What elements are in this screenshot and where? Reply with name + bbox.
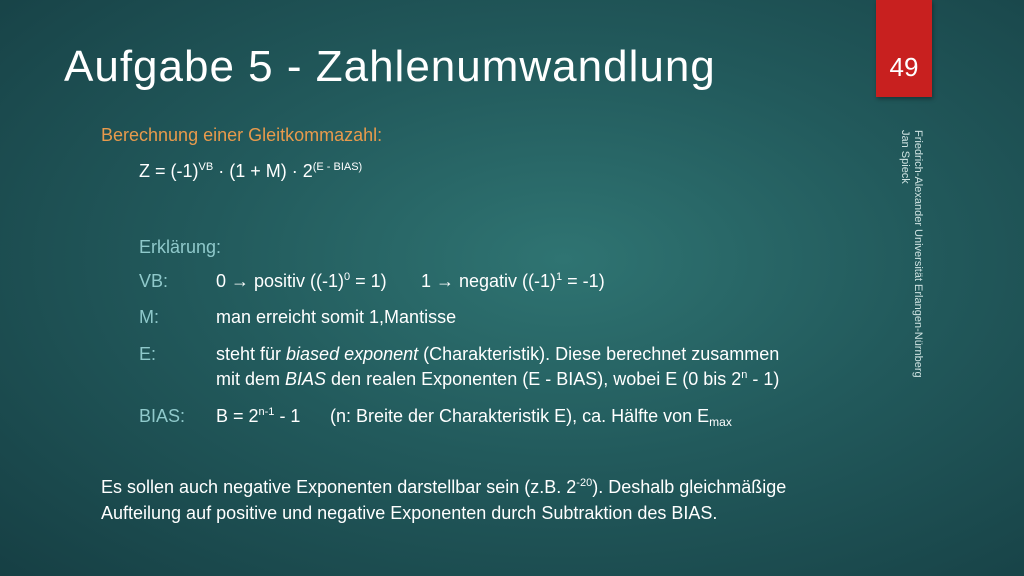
definition-bias bbox=[139, 405, 899, 429]
definition-e bbox=[139, 343, 899, 393]
page-number: 49 bbox=[889, 52, 919, 82]
page-number-tab bbox=[876, 0, 932, 97]
university-name: Friedrich-Alexander Universität Erlangen-Nürnberg bbox=[912, 130, 924, 378]
footer-line-2: Aufteilung auf positive und negative Exponenten durch Subtraktion des BIAS. bbox=[101, 503, 718, 523]
formula: $Z = (-1)^{VB} \cdot (1 + M) \cdot 2^{(E - BIAS)}$ bbox=[139, 161, 363, 181]
definition-text: man erreicht somit 1,Mantisse bbox=[216, 307, 457, 327]
bias-formula: $B = 2^{n-1} - 1$ bbox=[216, 406, 301, 426]
definition-text: 1 → negativ $((-1)^1 = -1)$ bbox=[421, 271, 605, 291]
definition-m bbox=[139, 306, 899, 328]
side-attribution bbox=[898, 130, 924, 378]
section-heading: Berechnung einer Gleitkommazahl: bbox=[101, 125, 383, 145]
explanation-heading: Erklärung: bbox=[139, 237, 222, 257]
formula-sup-vb: VB bbox=[198, 161, 214, 173]
footer-line-1: Es sollen auch negative Exponenten darstellbar sein (z.B. $2^{-20}$). Deshalb gleichmäßige bbox=[101, 477, 787, 497]
definition-text: mit dem BIAS den realen Exponenten (E - BIAS), wobei E (0 bis 2$^n$ - 1) bbox=[216, 369, 780, 389]
definition-text: 0 → positiv $((-1)^0 = 1)$ bbox=[216, 271, 387, 291]
definition-text: steht für biased exponent (Charakteristik). Diese berechnet zusammen bbox=[216, 344, 780, 364]
formula-sup-exponent: (E - BIAS) bbox=[312, 161, 363, 173]
definition-key: VB: bbox=[139, 271, 169, 291]
definition-key: M: bbox=[139, 307, 159, 327]
definition-vb bbox=[139, 270, 899, 292]
slide-title: Aufgabe 5 - Zahlenumwandlung bbox=[64, 42, 716, 91]
definition-key: E: bbox=[139, 344, 157, 364]
bias-note: (n: Breite der Charakteristik E), ca. Hälfte von $E_{max}$ bbox=[330, 406, 732, 429]
definition-key: BIAS: bbox=[139, 406, 186, 426]
author-name: Jan Spieck bbox=[899, 130, 911, 184]
